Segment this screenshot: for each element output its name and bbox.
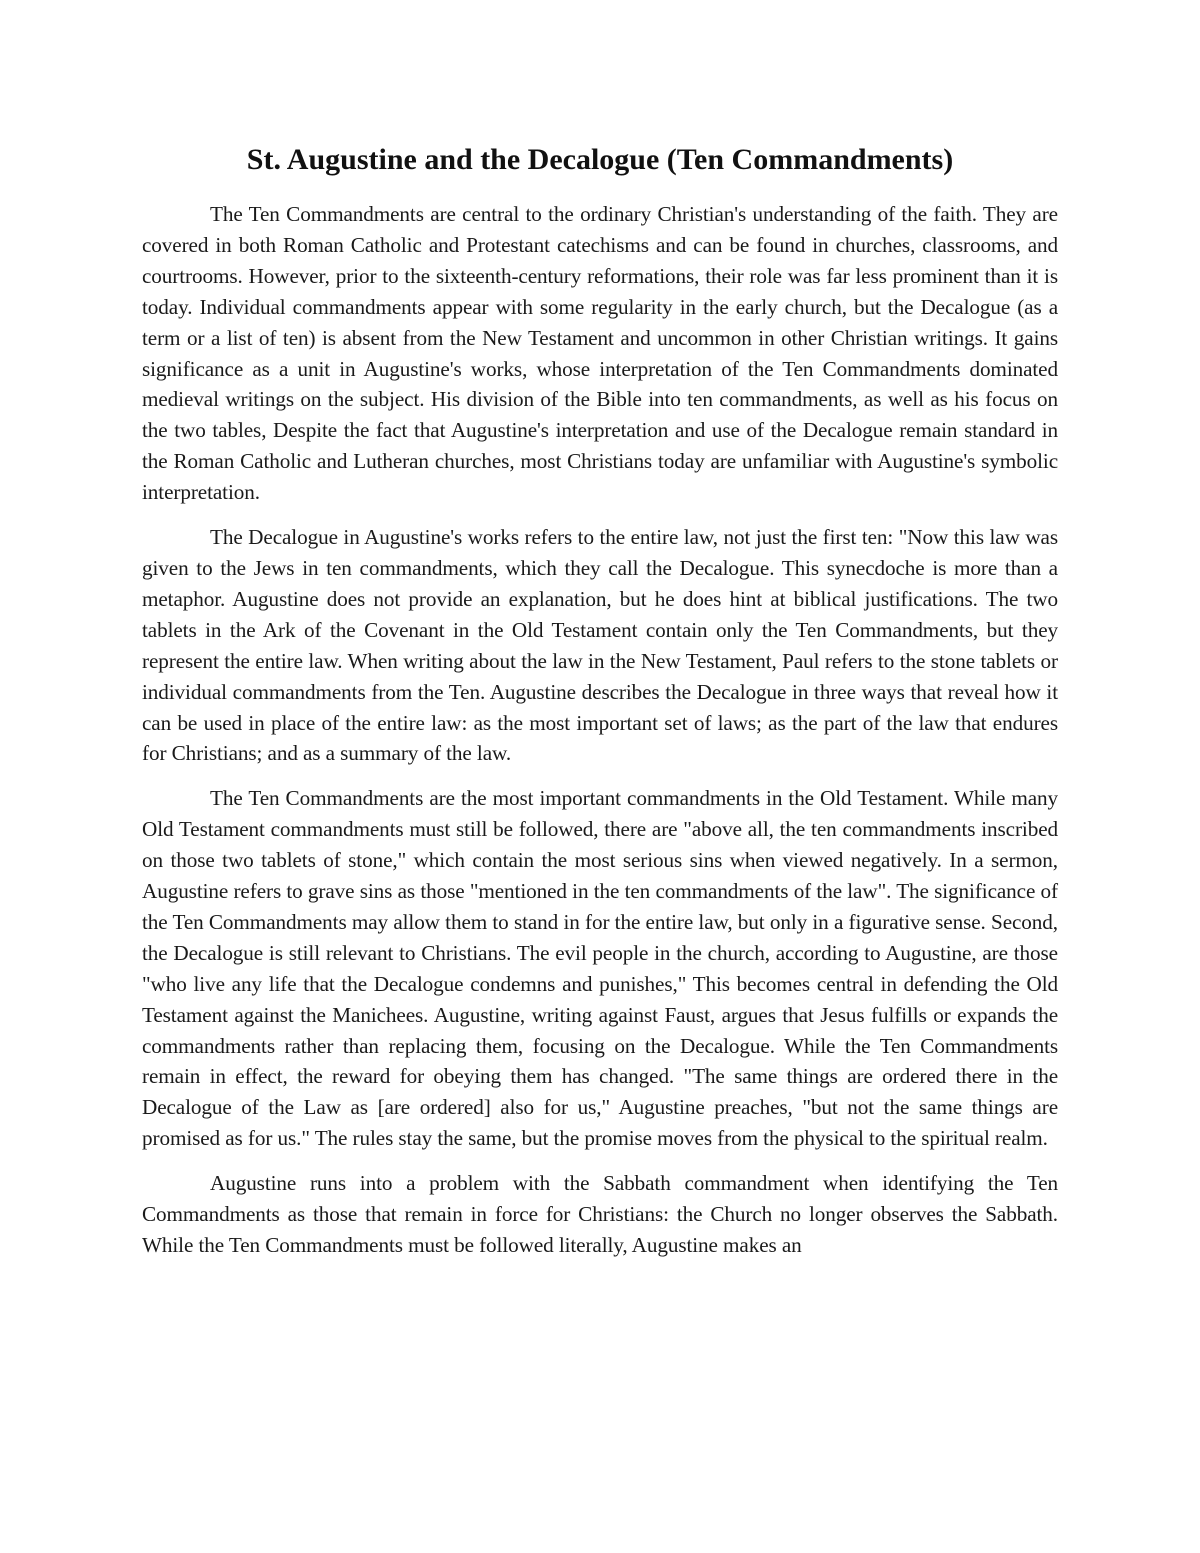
paragraph-1: The Ten Commandments are central to the ordinary Christian's understanding of the faith. They are covered in both Roman Catholic and Protestant catechisms and can be found in churches, classrooms, and courtrooms. However, prior to the sixteenth-century reformations, their role was far less prominent than it is today. Individual commandments appear with some regularity in the early church, but the Decalogue (as a term or a list of ten) is absent from the New Testament and uncommon in other Christian writings. It gains significance as a unit in Augustine's works, whose interpretation of the Ten Commandments dominated medieval writings on the subject. His division of the Bible into ten commandments, as well as his focus on the two tables, Despite the fact that Augustine's interpretation and use of the Decalogue remain standard in the Roman Catholic and Lutheran churches, most Christians today are unfamiliar with Augustine's symbolic interpretation. — [142, 202, 1058, 505]
paragraph-4: Augustine runs into a problem with the Sabbath commandment when identifying the Ten Commandments as those that remain in force for Christians: the Church no longer observes the Sabbath. While the Ten Commandments must be followed literally, Augustine makes an — [142, 1171, 1058, 1257]
document-body — [142, 138, 1058, 1275]
paragraph-3: The Ten Commandments are the most important commandments in the Old Testament. While many Old Testament commandments must still be followed, there are "above all, the ten commandments inscribed on those two tablets of stone," which contain the most serious sins when viewed negatively. In a sermon, Augustine refers to grave sins as those "mentioned in the ten commandments of the law". The significance of the Ten Commandments may allow them to stand in for the entire law, but only in a figurative sense. Second, the Decalogue is still relevant to Christians. The evil people in the church, according to Augustine, are those "who live any life that the Decalogue condemns and punishes," This becomes central in defending the Old Testament against the Manichees. Augustine, writing against Faust, argues that Jesus fulfills or expands the commandments rather than replacing them, focusing on the Decalogue. While the Ten Commandments remain in effect, the reward for obeying them has changed. "The same things are ordered there in the Decalogue of the Law as [are ordered] also for us," Augustine preaches, "but not the same things are promised as for us." The rules stay the same, but the promise moves from the physical to the spiritual realm. — [142, 786, 1058, 1151]
document-title: St. Augustine and the Decalogue (Ten Commandments) — [246, 143, 954, 176]
paragraph-2: The Decalogue in Augustine's works refers to the entire law, not just the first ten: "Now this law was given to the Jews in ten commandments, which they call the Decalogue. This synecdoche is more than a metaphor. Augustine does not provide an explanation, but he does hint at biblical justifications. The two tablets in the Ark of the Covenant in the Old Testament contain only the Ten Commandments, but they represent the entire law. When writing about the law in the New Testament, Paul refers to the stone tablets or individual commandments from the Ten. Augustine describes the Decalogue in three ways that reveal how it can be used in place of the entire law: as the most important set of laws; as the part of the law that endures for Christians; and as a summary of the law. — [142, 525, 1058, 766]
